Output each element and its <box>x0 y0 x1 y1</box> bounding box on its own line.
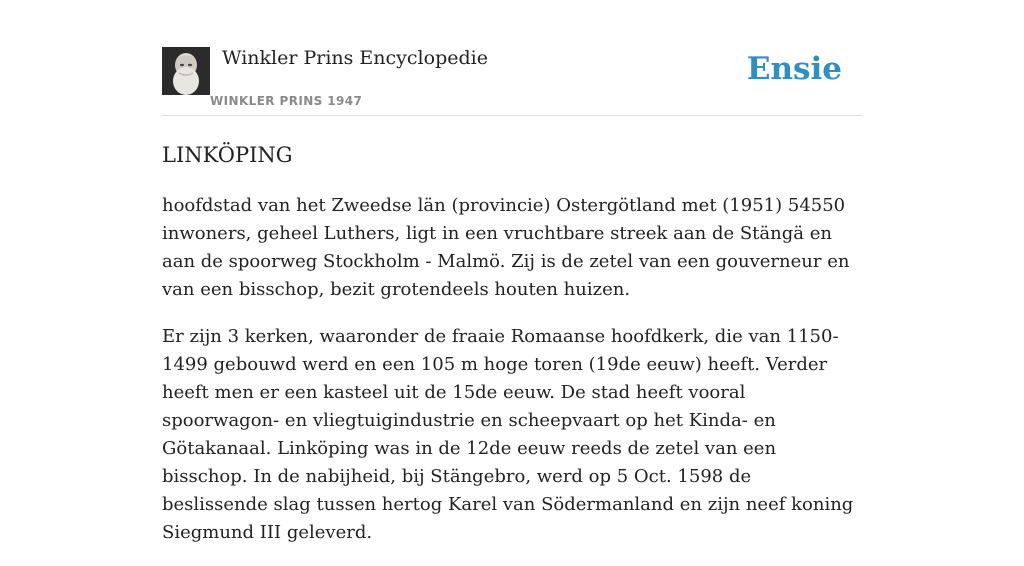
brand-logo[interactable]: Ensie <box>746 51 842 87</box>
page-title: LINKÖPING <box>162 143 293 167</box>
site-header <box>162 0 862 116</box>
site-title[interactable]: Winkler Prins Encyclopedie <box>222 47 488 69</box>
page-container <box>162 0 862 543</box>
bearded-man-portrait-icon[interactable] <box>162 47 210 95</box>
article-paragraph: Er zijn 3 kerken, waaronder de fraaie Romaanse hoofdkerk, die van 1150-1499 gebouwd werd en een 105 m hoge toren (19de eeuw) heeft. Verder heeft men er een kasteel uit de 15de eeuw. De stad heeft vooral spoorwagon- en vliegtuigindustrie en scheepvaart op het Kinda- en Götakanaal. Linköping was in de 12de eeuw reeds de zetel van een bisschop. In de nabijheid, bij Stängebro, werd op 5 Oct. 1598 de beslissende slag tussen hertog Karel van Södermanland en zijn neef koning Siegmund III geleverd. <box>162 326 854 543</box>
article-paragraph: hoofdstad van het Zweedse län (provincie) Ostergötland met (1951) 54550 inwoners, geheel Luthers, ligt in een vruchtbare streek aan de Stängä en aan de spoorweg Stockholm - Malmö. Zij is de zetel van een gouverneur en van een bisschop, bezit grotendeels houten huizen. <box>162 195 850 300</box>
source-label: WINKLER PRINS 1947 <box>210 94 363 108</box>
article-body <box>162 192 862 566</box>
